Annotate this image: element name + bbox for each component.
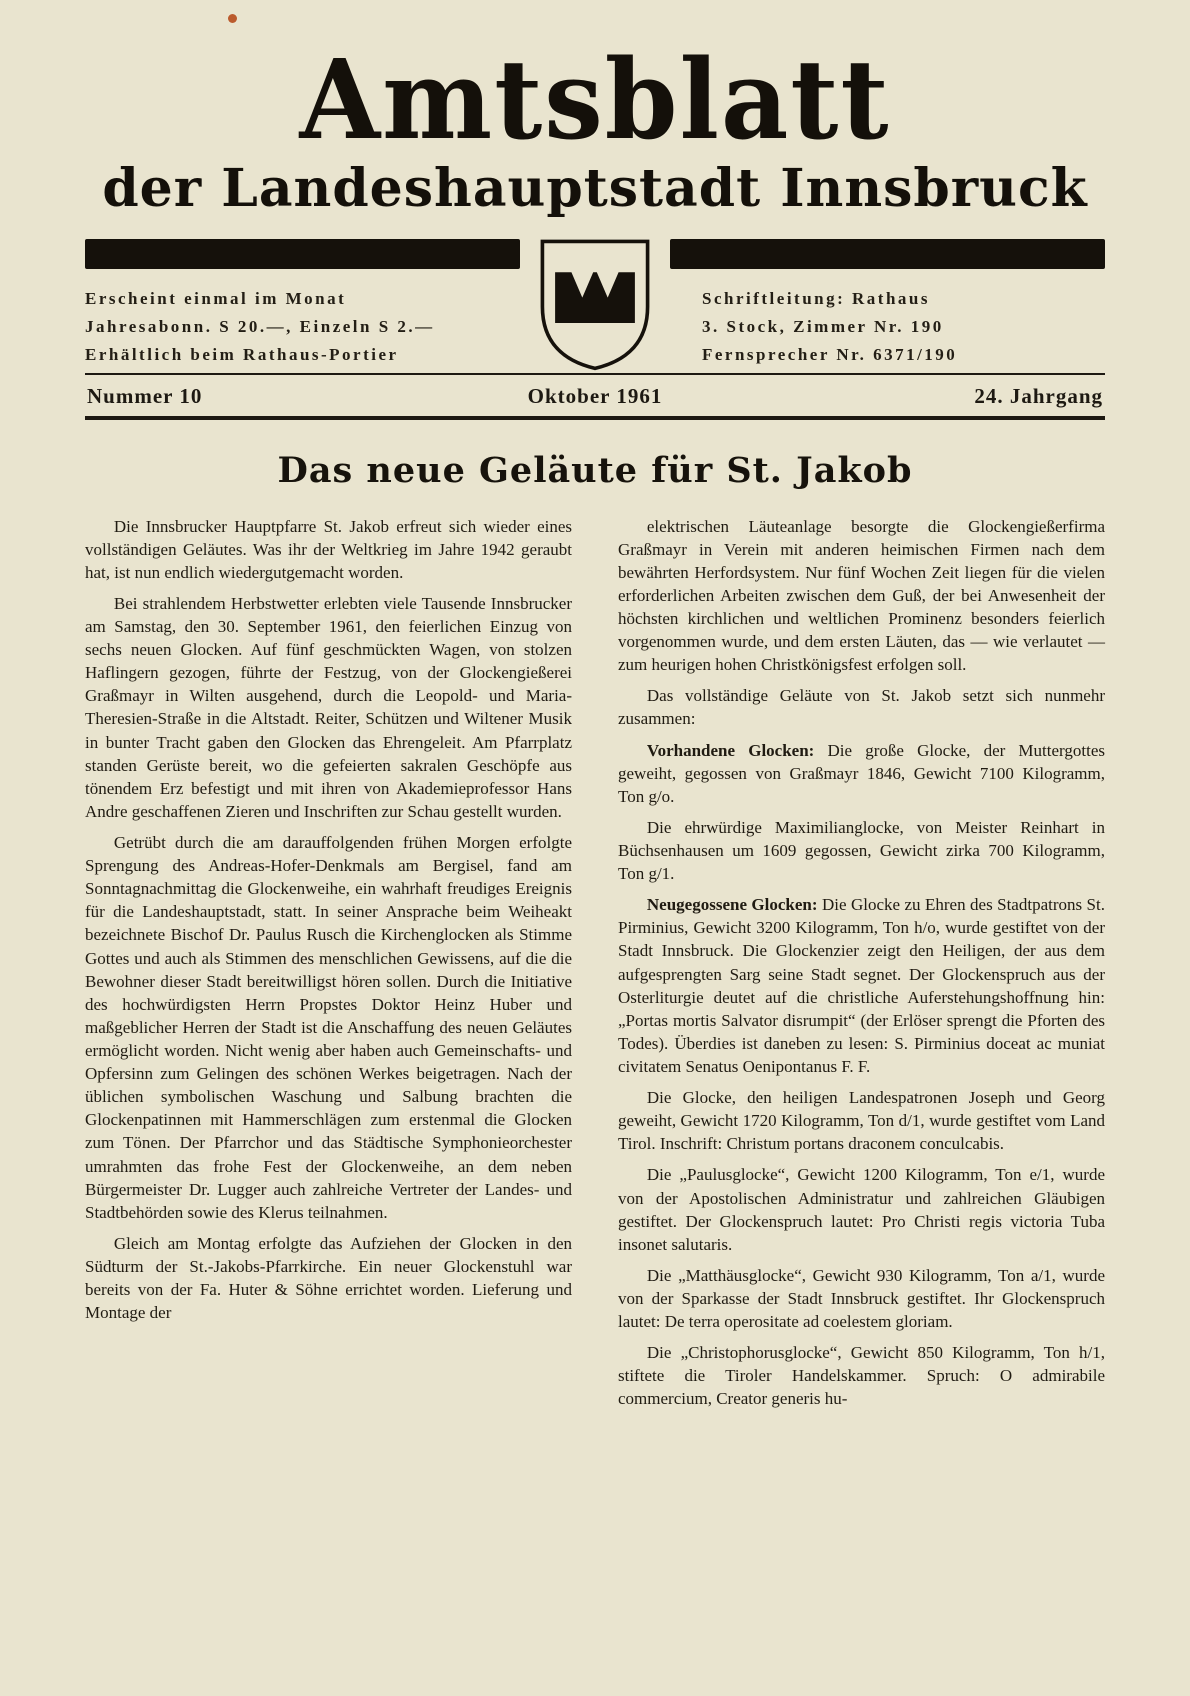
info-line-price: Jahresabonn. S 20.—, Einzeln S 2.— [85, 316, 435, 336]
innsbruck-crest-icon [531, 236, 659, 372]
issue-line [85, 373, 1105, 420]
paragraph-text: Die große Glocke, der Muttergottes geweiht, gegossen von Graßmayr 1846, Gewicht 7100 Kilogramm, Ton g/o. [618, 740, 1106, 806]
masthead-subtitle: der Landeshauptstadt Innsbruck [102, 158, 1088, 219]
paragraph: Die Innsbrucker Hauptpfarre St. Jakob erfreut sich wieder eines vollständigen Geläutes. Was ihr der Weltkrieg im Jahre 1942 geraubt hat, ist nun endlich wiedergutgemacht worden. [85, 516, 572, 582]
masthead-bar-right [670, 239, 1105, 269]
paragraph [618, 684, 1105, 730]
paragraph [618, 1264, 1105, 1333]
paragraph-text: Die „Christophorusglocke“, Gewicht 850 Kilogramm, Ton h/1, stiftete die Tiroler Handelskammer. Spruch: O admirabile commercium, Creator generis hu- [618, 1343, 1105, 1409]
paragraph-text: Die Glocke, den heiligen Landespatronen Joseph und Georg geweiht, Gewicht 1720 Kilogramm, Ton d/1, wurde gestiftet vom Land Tirol. Inschrift: Christum portans draconem conculcabis. [618, 1088, 1105, 1154]
article-column-right [618, 515, 1105, 1419]
paragraph-text: Die „Matthäusglocke“, Gewicht 930 Kilogramm, Ton a/1, wurde von der Sparkasse der Stadt Innsbruck gestiftet. Ihr Glockenspruch lautet: De terra operositate ad coelestem gloriam. [618, 1265, 1105, 1332]
paragraph: Bei strahlendem Herbstwetter erlebten viele Tausende Innsbrucker am Samstag, den 30. September 1961, den feierlichen Einzug von sechs neuen Glocken. Auf fünf geschmückten Wagen, von stolzen Haflingern gezogen, führte der Festzug, von der Glockengießerei Graßmayr in Wilten ausgehend, durch die Leopold- und Maria-Theresien-Straße in die Altstadt. Reiter, Schützen und Wiltener Musik in bunter Tracht gaben den Glocken das Ehrengeleit. Am Pfarrplatz standen Gerüste bereit, wo die gefeierten sakralen Geschöpfe aus tönendem Erz befestigt und mit ihren von Akademieprofessor Hans Andre geschaffenen Zieren und Inschriften zur Schau gestellt wurden. [85, 593, 572, 821]
issue-volume: 24. Jahrgang [974, 383, 1104, 408]
paragraph-lead: Vorhandene Glocken: [646, 740, 828, 760]
issue-date: Oktober 1961 [527, 383, 663, 408]
info-line-phone: Fernsprecher Nr. 6371/190 [702, 344, 958, 364]
info-line-availability: Erhältlich beim Rathaus-Portier [85, 344, 399, 364]
paragraph-text: Die „Paulusglocke“, Gewicht 1200 Kilogramm, Ton e/1, wurde von der Apostolischen Administratur und zahlreichen Gläubigen gestiftet. Der Glockenspruch lautet: Pro Christi regis victoria Tuba insonet salutaris. [618, 1165, 1105, 1254]
paragraph [618, 1341, 1105, 1410]
paragraph-lead: Neugegossene Glocken: [646, 895, 822, 915]
paragraph [618, 1163, 1105, 1255]
info-line-editorial: Schriftleitung: Rathaus [702, 288, 930, 308]
masthead-bar-left [85, 239, 520, 269]
issue-number: Nummer 10 [87, 383, 203, 408]
publication-info-left [85, 285, 488, 369]
paragraph-text: Die ehrwürdige Maximilianglocke, von Meister Reinhart in Büchsenhausen um 1609 gegossen, Gewicht zirka 700 Kilogramm, Ton g/1. [618, 817, 1105, 884]
article-body [85, 515, 1105, 1419]
paragraph [618, 816, 1105, 885]
paragraph [618, 893, 1105, 1078]
paragraph-text: Die Glocke zu Ehren des Stadtpatrons St. Pirminius, Gewicht 3200 Kilogramm, Ton h/o, wurde gestiftet von der Stadt Innsbruck. Die Glockenzier zeigt den Heiligen, der aus dem aufgesprengten Sarg seine Stadt segnet. Der Glockenspruch aus der Osterliturgie deutet auf die christliche Auferstehungshoffnung hin: „Portas mortis Salvator disrumpit“ (der Erlöser sprengt die Pforten des Todes). Überdies ist daneben zu lesen: S. Pirminius doceat ac muniat civitatem Senatus Oenipontanus F. F. [618, 895, 1105, 1076]
info-line-frequency: Erscheint einmal im Monat [85, 288, 347, 308]
article-column-left [85, 515, 572, 1419]
paper-speck [228, 14, 237, 23]
paragraph [618, 739, 1105, 808]
paragraph-text: elektrischen Läuteanlage besorgte die Glockengießerfirma Graßmayr in Verein mit anderen heimischen Firmen nach dem bewährten Herfordsystem. Nur fünf Wochen Zeit liegen für die vielen erforderlichen Arbeiten zwischen dem Guß, der bei Anwesenheit der höchsten kirchlichen und weltlichen Prominenz besonders feierlich vorgenommen wurde, und dem ersten Läuten, das — wie verlautet — zum heurigen hohen Christkönigsfest erfolgen soll. [618, 516, 1105, 675]
masthead [85, 34, 1105, 219]
paragraph: Gleich am Montag erfolgte das Aufziehen der Glocken in den Südturm der St.-Jakobs-Pfarrkirche. Ein neuer Glockenstuhl war bereits von der Fa. Huter & Söhne errichtet worden. Lieferung und Montage der [85, 1233, 572, 1323]
paragraph-text: Das vollständige Geläute von St. Jakob setzt sich nunmehr zusammen: [618, 686, 1105, 729]
paragraph [618, 515, 1105, 677]
masthead-bars [85, 239, 1105, 269]
article-title: Das neue Geläute für St. Jakob [277, 449, 913, 491]
paragraph [618, 1086, 1105, 1155]
masthead-title: Amtsblatt [299, 34, 891, 165]
paragraph: Getrübt durch die am darauffolgenden frühen Morgen erfolgte Sprengung des Andreas-Hofer-Denkmals am Bergisel, fand am Sonntagnachmittag die Glockenweihe, ein wahrhaft freudiges Ereignis für die Landeshauptstadt, statt. In seiner Ansprache beim Weiheakt bezeichnete Bischof Dr. Paulus Rusch die Kirchenglocken als Stimme Gottes und auch als Stimmen des menschlichen Gewissens, auf die die Bewohner dieser Stadt bereitwilligst hören sollen. Durch die Initiative des hochwürdigsten Herrn Propstes Doktor Heinz Huber und maßgeblicher Herren der Stadt ist die Anschaffung des neuen Geläutes ermöglicht worden. Nicht wenig aber haben auch Gemeinschafts- und Opfersinn zum Gelingen des schönen Werkes beigetragen. Nach der üblichen symbolischen Waschung und Salbung brachten die Glockenpatinnen mit Hammerschlägen zum erstenmal die Glocken zum Tönen. Der Pfarrchor und das Städtische Symphonieorchester umrahmten das frohe Fest der Glockenweihe, an dem neben Bürgermeister Dr. Lugger auch zahlreiche Vertreter der Landes- und Stadtbehörden sowie des Klerus teilnahmen. [85, 833, 572, 1222]
publication-info-right [658, 285, 1105, 369]
info-line-room: 3. Stock, Zimmer Nr. 190 [702, 316, 944, 336]
